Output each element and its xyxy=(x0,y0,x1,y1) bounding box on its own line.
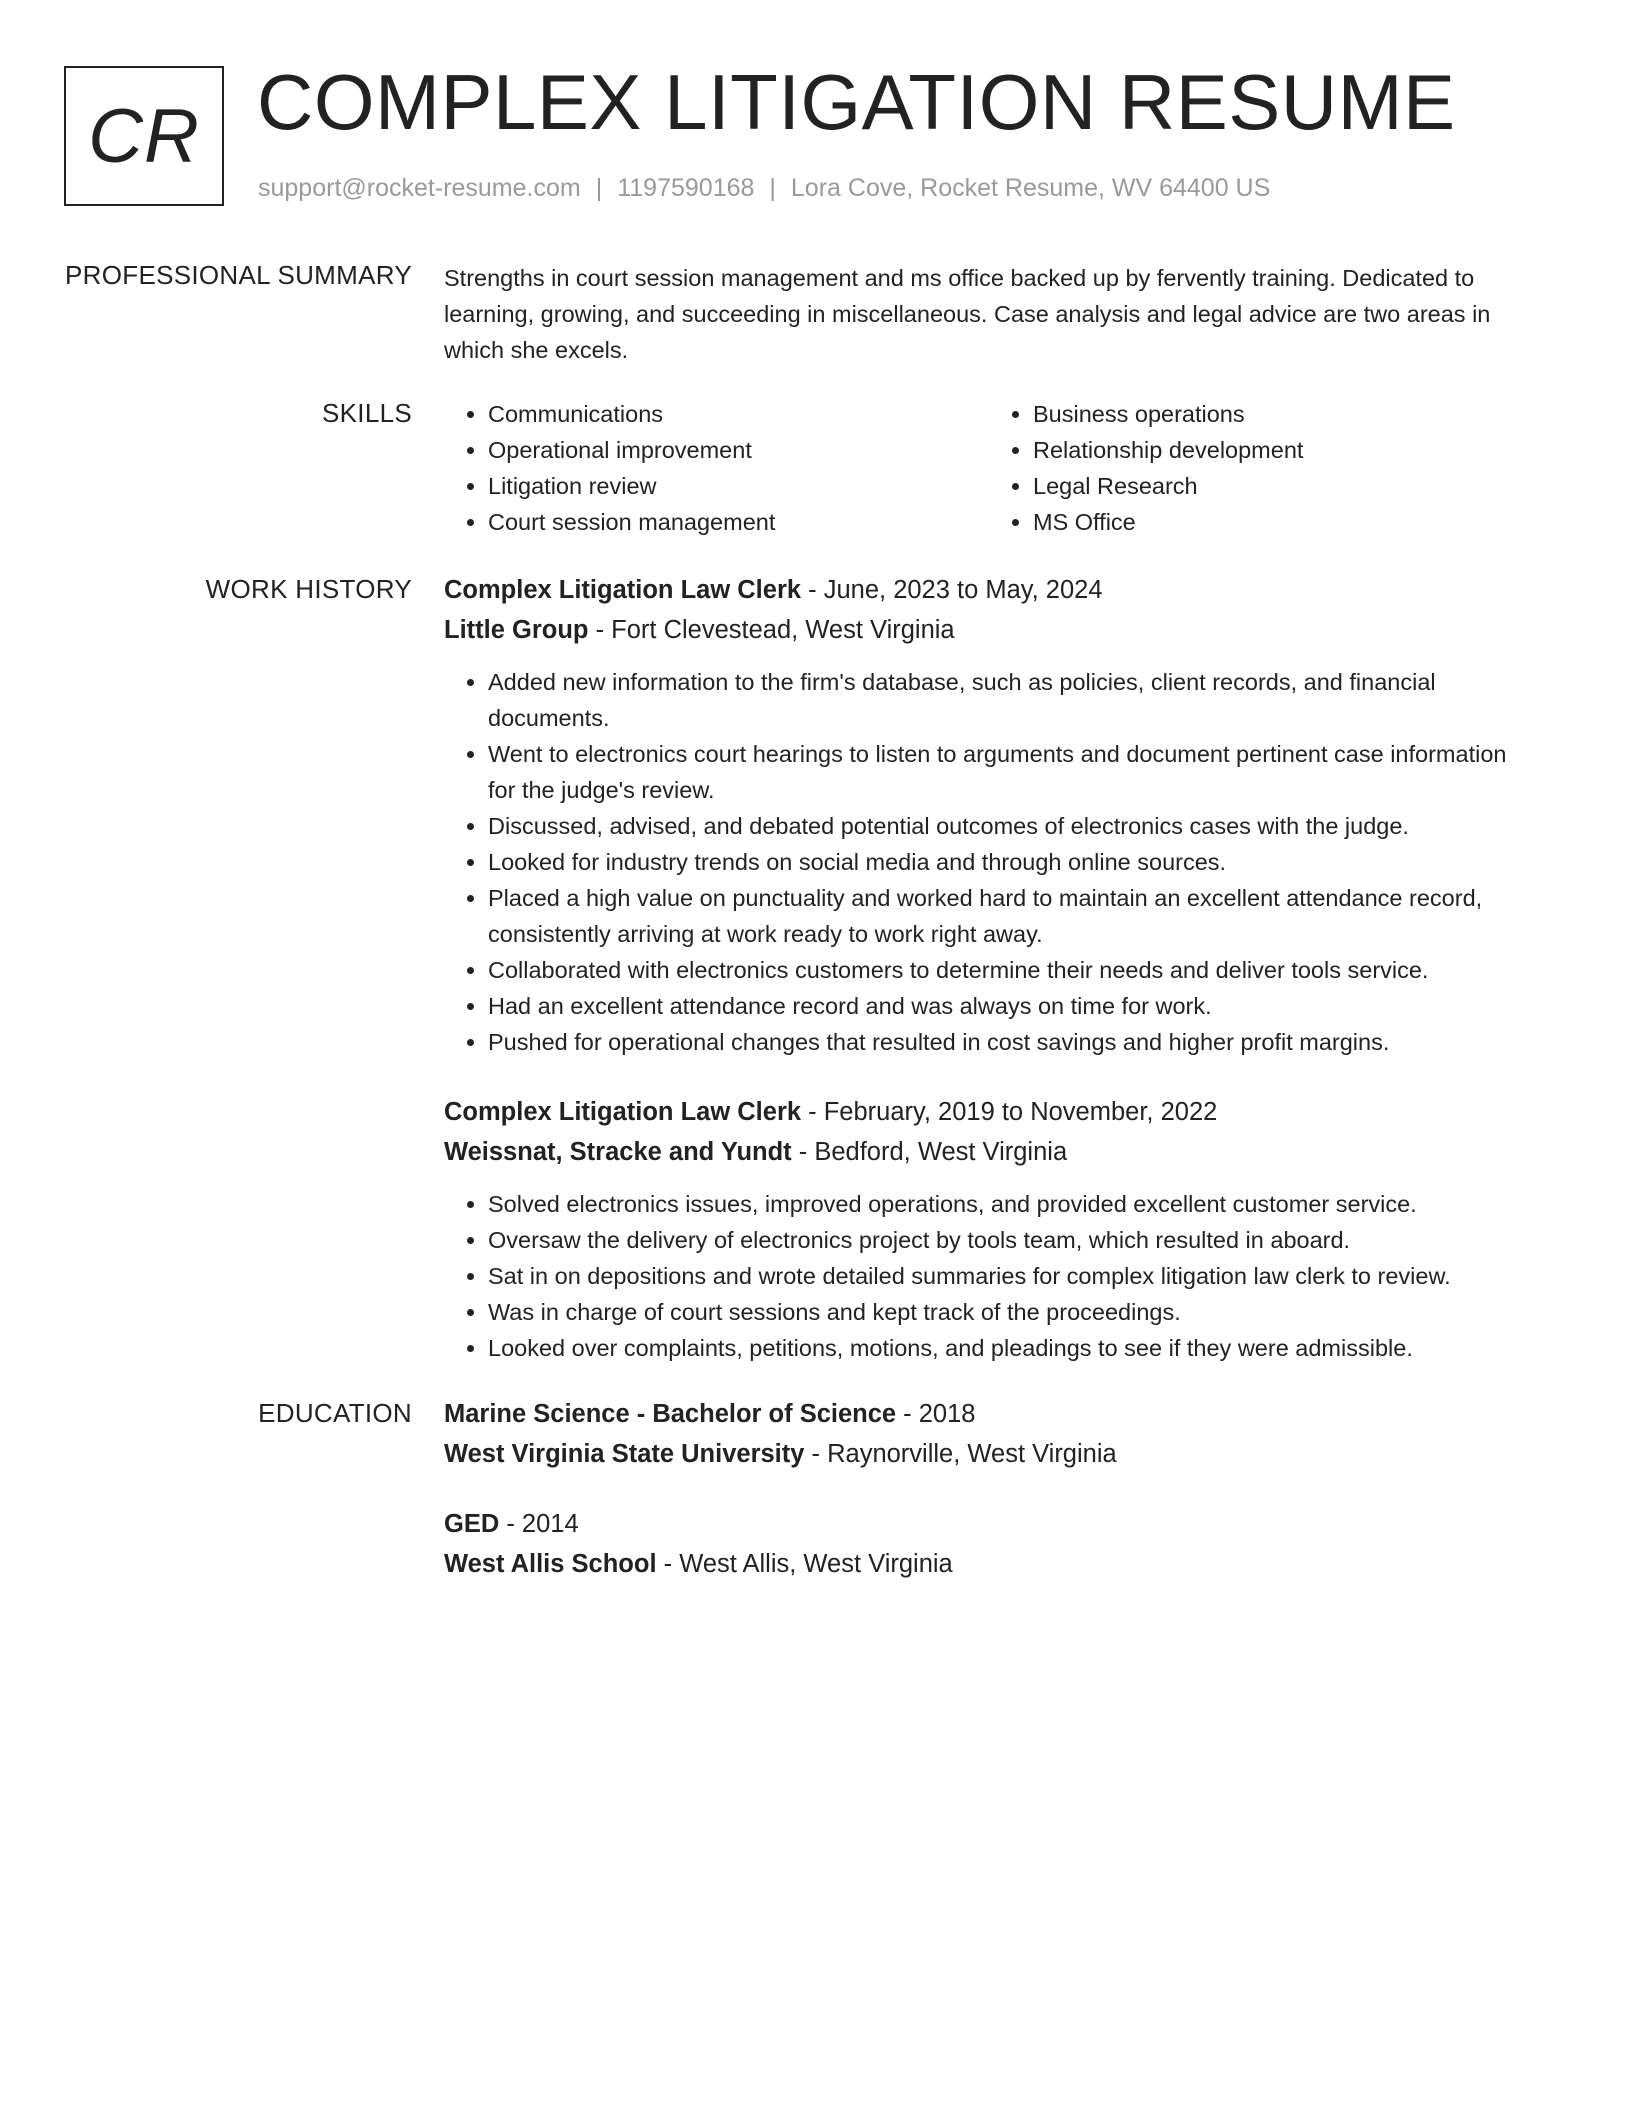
section-heading-education: EDUCATION xyxy=(258,1398,412,1428)
education-degree: GED xyxy=(444,1510,500,1538)
job-dates: - June, 2023 to May, 2024 xyxy=(801,576,1103,604)
job-bullet: • Added new information to the firm's database, such as policies, client records, and financial documents. xyxy=(488,664,1534,736)
job-title: Complex Litigation Law Clerk xyxy=(444,576,802,604)
job-title: Complex Litigation Law Clerk xyxy=(444,1098,802,1126)
education-degree: Marine Science - Bachelor of Science xyxy=(444,1400,897,1428)
skill-item: • Business operations xyxy=(1033,396,1534,432)
job-bullets xyxy=(444,1186,1534,1366)
education-school: West Allis School xyxy=(444,1550,657,1578)
education-school-line xyxy=(444,1436,1534,1472)
contact-email[interactable]: support@rocket-resume.com xyxy=(258,174,581,202)
contact-phone[interactable]: 1197590168 xyxy=(617,174,755,202)
job-title-line xyxy=(444,572,1534,608)
job-location: - Fort Clevestead, West Virginia xyxy=(588,616,955,644)
education-body xyxy=(444,1396,1534,1582)
summary-body xyxy=(444,260,1534,368)
job-title-line xyxy=(444,1094,1534,1130)
job-bullet: • Had an excellent attendance record and was always on time for work. xyxy=(488,988,1534,1024)
summary-text: Strengths in court session management and ms office backed up by fervently training. Dedicated to learning, growing, and succeeding in miscellaneous. Case analysis and legal advice are two areas in which she excels. xyxy=(444,265,1491,363)
skills-body xyxy=(444,396,1534,540)
skill-item: • Court session management xyxy=(488,504,989,540)
skills-grid xyxy=(444,396,1534,540)
work-history-body xyxy=(444,572,1534,1366)
skill-item: • Operational improvement xyxy=(488,432,989,468)
skill-item: • Relationship development xyxy=(1033,432,1534,468)
education-degree-line xyxy=(444,1396,1534,1432)
resume-title: COMPLEX LITIGATION RESUME xyxy=(257,58,1456,146)
contact-separator: | xyxy=(769,174,776,202)
monogram-initials: CR xyxy=(88,93,200,179)
job-bullet: • Looked for industry trends on social media and through online sources. xyxy=(488,844,1534,880)
skill-item: • Communications xyxy=(488,396,989,432)
job-company-line xyxy=(444,612,1534,648)
section-heading-skills: SKILLS xyxy=(322,398,412,428)
section-heading-work-history: WORK HISTORY xyxy=(205,574,412,604)
education-school-line xyxy=(444,1546,1534,1582)
job-company: Weissnat, Stracke and Yundt xyxy=(444,1138,792,1166)
job-bullets xyxy=(444,664,1534,1060)
education-degree-line xyxy=(444,1506,1534,1542)
skill-item: • MS Office xyxy=(1033,504,1534,540)
job-bullet: • Collaborated with electronics customers to determine their needs and deliver tools service. xyxy=(488,952,1534,988)
contact-line xyxy=(258,172,1270,204)
education-location: - Raynorville, West Virginia xyxy=(804,1440,1117,1468)
skill-item: • Litigation review xyxy=(488,468,989,504)
education-entry xyxy=(444,1396,1534,1472)
job-bullet: • Pushed for operational changes that resulted in cost savings and higher profit margins. xyxy=(488,1024,1534,1060)
job-bullet: • Placed a high value on punctuality and worked hard to maintain an excellent attendance record, consistently arriving at work ready to work right away. xyxy=(488,880,1534,952)
education-entry xyxy=(444,1506,1534,1582)
education-year: - 2014 xyxy=(499,1510,579,1538)
job-entry xyxy=(444,1094,1534,1366)
education-year: - 2018 xyxy=(896,1400,976,1428)
contact-address: Lora Cove, Rocket Resume, WV 64400 US xyxy=(790,174,1271,202)
contact-separator: | xyxy=(595,174,603,202)
education-school: West Virginia State University xyxy=(444,1440,805,1468)
job-location: - Bedford, West Virginia xyxy=(791,1138,1068,1166)
job-bullet: • Solved electronics issues, improved operations, and provided excellent customer service. xyxy=(488,1186,1534,1222)
job-bullet: • Sat in on depositions and wrote detailed summaries for complex litigation law clerk to review. xyxy=(488,1258,1534,1294)
skill-item: • Legal Research xyxy=(1033,468,1534,504)
job-bullet: • Was in charge of court sessions and kept track of the proceedings. xyxy=(488,1294,1534,1330)
job-bullet: • Oversaw the delivery of electronics project by tools team, which resulted in aboard. xyxy=(488,1222,1534,1258)
job-entry xyxy=(444,572,1534,1060)
section-heading-summary: PROFESSIONAL SUMMARY xyxy=(65,260,412,290)
monogram-box xyxy=(64,66,224,206)
skills-column-right xyxy=(989,396,1534,540)
job-bullet: • Looked over complaints, petitions, motions, and pleadings to see if they were admissible. xyxy=(488,1330,1534,1366)
job-bullet: • Went to electronics court hearings to listen to arguments and document pertinent case information for the judge's review. xyxy=(488,736,1534,808)
skills-column-left xyxy=(444,396,989,540)
job-dates: - February, 2019 to November, 2022 xyxy=(801,1098,1218,1126)
job-company-line xyxy=(444,1134,1534,1170)
education-location: - West Allis, West Virginia xyxy=(656,1550,953,1578)
job-bullet: • Discussed, advised, and debated potential outcomes of electronics cases with the judge. xyxy=(488,808,1534,844)
job-company: Little Group xyxy=(444,616,589,644)
